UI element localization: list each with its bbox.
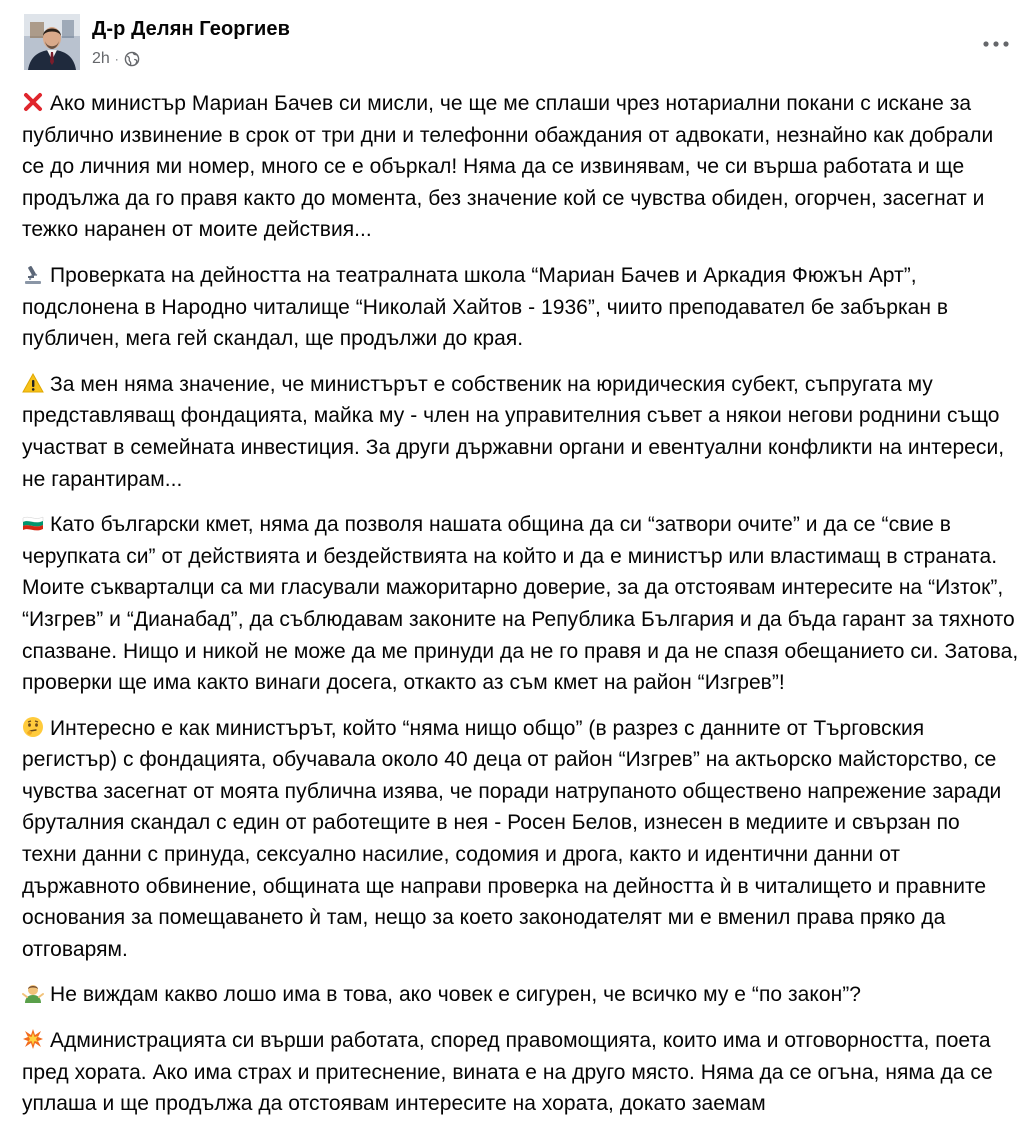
- post-paragraph-2: [22, 260, 1020, 355]
- post-paragraph-5: [22, 713, 1020, 966]
- avatar[interactable]: [24, 14, 80, 70]
- post-meta: [92, 50, 140, 68]
- post-timestamp[interactable]: 2h: [92, 50, 110, 67]
- paragraph-text: Интересно е как министърът, който “няма нищо общо” (в разрез с данните от Търговския регистър) с фондацията, обучавала около 40 деца от район “Изгрев” на актьорско майсторство, се чувства засегнат от моята публична изява, че поради натрупаното обществено напрежение заради бруталния скандал с един от работещите в нея - Росен Белов, изнесен в медиите и свързан по техни данни с принуда, сексуално насилие, содомия и дрога, както и идентични данни от държавното обвинение, общината ще направи проверка на дейността ѝ в читалището и правните основания за помещаването ѝ там, нещо за което законодателят ми е вменил права пряко да отговарям.: [22, 716, 1002, 961]
- paragraph-text: Ако министър Мариан Бачев си мисли, че ще ме сплаши чрез нотариални покани с искане за публично извинение в срок от три дни и телефонни обаждания от адвокати, незнайно как добрали се до личния ми номер, много се е объркал! Няма да се извинявам, че си върша работата и ще продължа да го правя както до момента, без значение кой се чувства обиден, огорчен, засегнат и тежко наранен от моите действия...: [22, 92, 994, 242]
- globe-icon[interactable]: [124, 51, 140, 67]
- author-name[interactable]: Д-р Делян Георгиев: [92, 18, 291, 40]
- paragraph-text: Проверката на дейността на театралната школа “Мариан Бачев и Аркадия Фюжън Арт”, подслонена в Народно читалище “Николай Хайтов - 1936”, чиито преподавател бе забъркан в публичен, мега гей скандал, ще продължи до края.: [22, 263, 949, 351]
- more-options-icon: [982, 40, 1010, 48]
- post-paragraph-4: [22, 509, 1020, 699]
- meta-separator: ·: [114, 52, 119, 66]
- post-paragraph-6: [22, 979, 1020, 1011]
- warning-icon: [22, 372, 44, 394]
- post-header: [24, 14, 1014, 78]
- person-shrugging-icon: [22, 982, 44, 1004]
- paragraph-text: Като български кмет, няма да позволя нашата община да си “затвори очите” и да се “свие в черупката си” от действията и бездействията на който и да е министър или властимащ в страната. Моите съкварталци са ми гласували мажоритарно доверие, за да отстоявам интересите на “Изток”, “Изгрев” и “Дианабад”, да съблюдавам законите на Република България и да бъда гарант за тяхното спазване. Нищо и никой не може да ме принуди да не го правя и да не спазя обещанието си. Затова, проверки ще има както винаги досега, откакто аз съм кмет на район “Изгрев”!: [22, 513, 1019, 695]
- post-paragraph-3: [22, 369, 1020, 495]
- post-paragraph-1: [22, 88, 1020, 246]
- collision-icon: [22, 1028, 44, 1050]
- post-body: [22, 88, 1020, 1134]
- microscope-icon: [22, 263, 44, 285]
- paragraph-text: За мен няма значение, че министърът е собственик на юридическия субект, съпругата му представляващ фондацията, майка му - член на управителния съвет а някои негови роднини също участват в семейната инвестиция. За други държавни органи и евентуални конфликти на интереси, не гарантирам...: [22, 372, 1005, 491]
- more-options-button[interactable]: [978, 32, 1014, 56]
- thinking-face-icon: [22, 716, 44, 738]
- paragraph-text: Администрацията си върши работата, според правомощията, които има и отговорността, поета пред хората. Ако има страх и притеснение, вината е на друго място. Няма да се огъна, няма да се уплаша и ще продължа да отстоявам интересите на хората, докато заемам: [22, 1029, 993, 1116]
- bulgaria-flag-icon: [22, 512, 44, 534]
- paragraph-text: Не виждам какво лошо има в това, ако човек е сигурен, че всичко му е “по закон”?: [50, 983, 862, 1007]
- avatar-photo-icon: [24, 14, 80, 70]
- cross-mark-icon: [22, 91, 44, 113]
- post-paragraph-7: [22, 1025, 1020, 1120]
